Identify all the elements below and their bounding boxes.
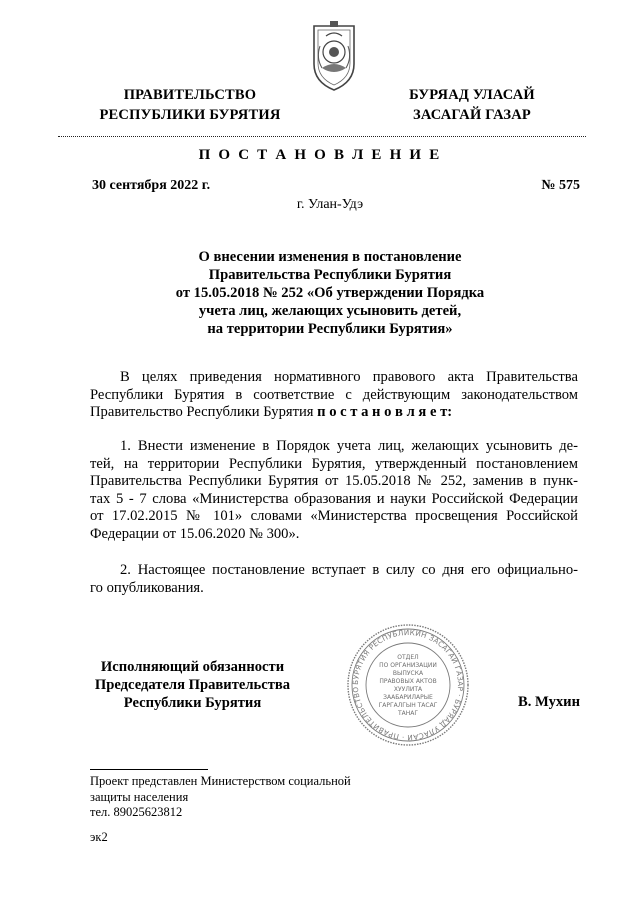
stamp-center-line: ПРАВОВЫХ АКТОВ bbox=[379, 678, 437, 685]
footer-line: Проект представлен Министерством социальной bbox=[90, 774, 351, 788]
document-city: г. Улан-Удэ bbox=[296, 197, 364, 212]
item2-line: го опубликования. bbox=[90, 579, 204, 596]
header-left-line1: ПРАВИТЕЛЬСТВО bbox=[123, 87, 257, 103]
header-right-line2: ЗАСАГАЙ ГАЗАР bbox=[413, 107, 531, 123]
item1-line: от 17.02.2015 № 101» словами «Министерства просвещения Российской bbox=[90, 508, 578, 525]
stamp-center-line: ХУУЛИТА bbox=[393, 686, 423, 693]
stamp-center-line: ГАРГАЛГЫН ТАСАГ bbox=[378, 702, 438, 709]
item-2-paragraph bbox=[90, 562, 578, 597]
stamp-center-line: ПО ОРГАНИЗАЦИИ bbox=[379, 662, 437, 669]
coat-of-arms-emblem bbox=[306, 18, 362, 94]
footer-code: эк2 bbox=[90, 830, 108, 844]
preamble-line3-start: Правительство Республики Бурятия bbox=[90, 404, 318, 421]
stamp-center-line: ВЫПУСКА bbox=[392, 670, 424, 677]
signature-position bbox=[80, 658, 305, 712]
signature-position-line: Председателя Правительства bbox=[94, 677, 291, 693]
footer-line: защиты населения bbox=[90, 789, 189, 804]
footer-divider bbox=[90, 769, 208, 770]
header-divider bbox=[58, 136, 586, 137]
stamp-seal-icon bbox=[345, 622, 471, 748]
document-date: 30 сентября 2022 г. bbox=[92, 178, 211, 193]
footer-note bbox=[90, 774, 390, 821]
item1-line: тей, на территории Республики Бурятия, утвержденный постановлением bbox=[90, 455, 578, 472]
header-right-line1: БУРЯАД УЛАСАЙ bbox=[409, 87, 535, 103]
signature-position-line: Республики Бурятия bbox=[123, 695, 262, 711]
stamp-center-line: ТАНАГ bbox=[397, 710, 419, 717]
emblem-icon bbox=[306, 18, 362, 94]
item1-line: Правительства Республики Бурятия от 15.05.2018 № 252, заменив в пунк- bbox=[90, 473, 578, 490]
footer-phone: тел. 89025623812 bbox=[90, 805, 183, 819]
preamble-paragraph bbox=[90, 369, 578, 422]
title-line: Правительства Республики Бурятия bbox=[208, 267, 452, 283]
title-line: от 15.05.2018 № 252 «Об утверждении Порядка bbox=[175, 285, 485, 301]
official-stamp bbox=[345, 622, 471, 748]
item-1-paragraph bbox=[90, 438, 578, 544]
signature-name: В. Мухин bbox=[517, 694, 580, 710]
item1-line: тах 5 - 7 слова «Министерства образования и науки Российской Федерации bbox=[90, 490, 578, 507]
preamble-line: Республики Бурятия в соответствие с действующим законодательством bbox=[90, 386, 578, 403]
title-line: на территории Республики Бурятия» bbox=[207, 321, 453, 337]
title-line: учета лиц, желающих усыновить детей, bbox=[198, 303, 462, 319]
stamp-center-line: ЗААБАРИЛАРЫЕ bbox=[383, 694, 433, 701]
header-right bbox=[382, 85, 562, 125]
item2-line: 2. Настоящее постановление вступает в силу со дня его официально- bbox=[120, 562, 578, 578]
document-title bbox=[90, 248, 570, 338]
header-left bbox=[80, 85, 300, 125]
stamp-ring-text: БУРЯТИЯ РЕСПУБЛИКИН ЗАСАГАЙ ГАЗАР · БУРЯАД УЛАСАЙ · ПРАВИТЕЛЬСТВО bbox=[350, 627, 466, 743]
preamble-line: В целях приведения нормативного правового акта Правительства bbox=[120, 369, 578, 385]
signature-position-line: Исполняющий обязанности bbox=[100, 659, 285, 675]
stamp-center-line: ОТДЕЛ bbox=[397, 654, 419, 661]
document-number: № 575 bbox=[541, 178, 580, 193]
header-left-line2: РЕСПУБЛИКИ БУРЯТИЯ bbox=[99, 107, 281, 123]
preamble-line-3 bbox=[90, 404, 578, 422]
document-type: П О С Т А Н О В Л Е Н И Е bbox=[198, 147, 442, 163]
item1-line: Федерации от 15.06.2020 № 300». bbox=[90, 525, 300, 542]
title-line: О внесении изменения в постановление bbox=[198, 249, 462, 265]
preamble-resolves: п о с т а н о в л я е т: bbox=[317, 404, 453, 421]
item1-line: 1. Внести изменение в Порядок учета лиц, желающих усыновить де- bbox=[120, 438, 578, 454]
